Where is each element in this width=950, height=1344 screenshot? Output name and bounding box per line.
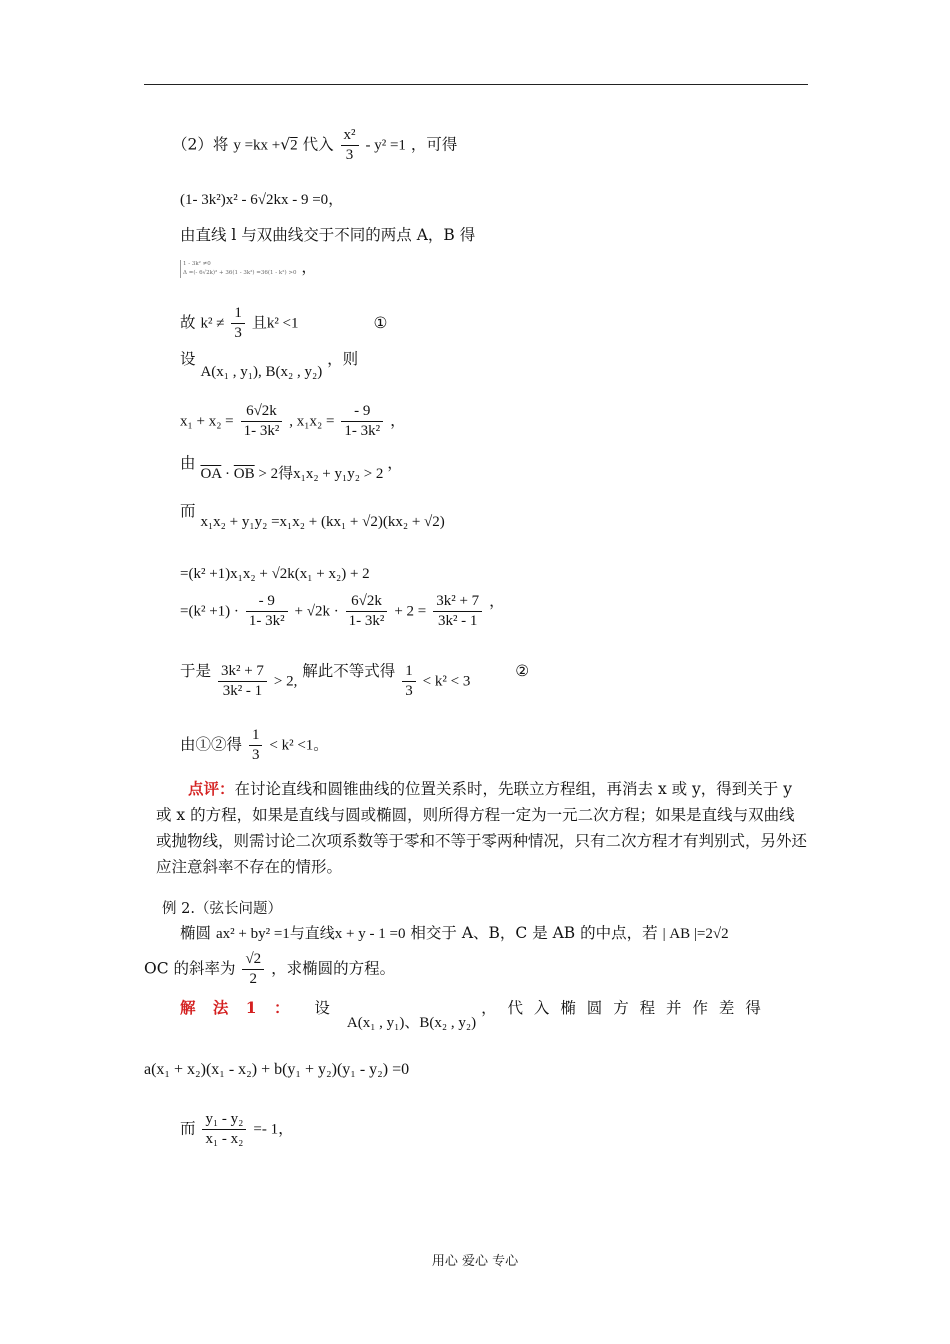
text-substitute: （2）将 xyxy=(172,135,229,154)
text-into: 代入 xyxy=(302,135,334,154)
line-set-points: 设 A(x₁ , y₁), B(x₂ , y₂) ，则 xyxy=(180,350,359,380)
line-dot-product: 由 $\overline{OA} \cdot \overline{OB} > 2$得x₁x₂ + y₁y₂ > 2 ， xyxy=(180,454,403,482)
example-line-2: OC 的斜率为 $\frac{√2}{2}$ ，求椭圆的方程。 xyxy=(144,951,396,987)
line-simplify-2: =(k² +1) · $\frac{- 9}{\text{1- 3k²}}$ + √2k · $\frac{6√2k}{\text{1- 3k²}}$ + 2 = $\frac{\text{3k² + 7}}{\text{3k² - 1}}$ ， xyxy=(180,592,505,629)
comment-paragraph xyxy=(156,776,810,880)
line-vieta: x₁ + x₂ = $\frac{6√2k}{\text{1- 3k²}}$ , x₁x₂ = $\frac{- 9}{\text{1- 3k²}}$ ， xyxy=(180,403,406,439)
solution-line-3: 而 $\frac{\text{y₁ - y₂}}{\text{x₁ - x₂}}$ =- 1， xyxy=(180,1111,294,1147)
header-rule xyxy=(144,84,808,85)
sqrt-two: 2 xyxy=(290,137,298,154)
example-title: 例 2.（弦长问题） xyxy=(162,901,282,917)
line-intersect: 由直线 l 与双曲线交于不同的两点 A，B 得 xyxy=(180,226,476,244)
mark-circle-2: ② xyxy=(515,662,530,680)
line-conclusion: 由①②得 $\frac{1}{3}$ < k² <1。 xyxy=(180,727,329,763)
line-condition-1: 故 k² ≠ $\frac{1}{3}$ 且k² <1 ① xyxy=(180,305,388,341)
text-result: ，可得 xyxy=(410,135,458,154)
line-quadratic: (1- 3k²)x² - 6√2kx - 9 =0， xyxy=(180,190,344,208)
vector-oa: $\overline{OA}$ xyxy=(200,466,222,482)
example-line-1: 椭圆 ax² + by² =1与直线x + y - 1 =0 相交于 A、B，C 是 AB 的中点，若 | AB |=2√2 xyxy=(180,924,729,942)
eq-quadratic: (1- 3k²)x² - 6√2kx - 9 =0 xyxy=(180,192,329,208)
page-footer: 用心 爱心 专心 xyxy=(431,1254,519,1269)
line-inequality: 于是 $\frac{\text{3k² + 7}}{\text{3k² - 1}}$ > 2, 解此不等式得 $\frac{1}{3}$ < k² < 3 ② xyxy=(180,662,530,699)
fraction-x2-over-3: $\frac{\text{x²}}{3}$ xyxy=(341,128,359,163)
fraction-product: $\frac{- 9}{\text{1- 3k²}}$ xyxy=(341,404,383,439)
system-row-1: 1 - 3k² ≠0 xyxy=(183,261,211,267)
vector-ob: $\overline{OB}$ xyxy=(233,466,255,482)
line-simplify-1: =(k² +1)x₁x₂ + √2k(x₁ + x₂) + 2 xyxy=(180,566,370,582)
system-row-2: Δ =(- 6√2k)² + 36(1 - 3k²) =36(1 - k²) >0 xyxy=(183,269,297,276)
eq-line: y =kx + xyxy=(233,137,281,154)
comment-text: 在讨论直线和圆锥曲线的位置关系时，先联立方程组，再消去 x 或 y，得到关于 y 或 x 的方程，如果是直线与圆或椭圆，则所得方程一定为一元二次方程；如果是直线与双曲线或抛物线，则需讨论二次项系数等于零和不等于零两种情况，只有二次方程才有判别式，另外还应注意斜率不存在的情形。 xyxy=(156,780,808,876)
mark-circle-1: ① xyxy=(373,313,388,332)
solution-label: 解 法 1 ： xyxy=(180,998,296,1017)
eq-hyperbola: - y² =1 xyxy=(365,137,406,154)
line-system: 1 - 3k² ≠0 Δ =(- 6√2k)² + 36(1 - 3k²) =36(1 - k²) >0 ， xyxy=(180,260,317,278)
fraction-sum: $\frac{6√2k}{\text{1- 3k²}}$ xyxy=(241,404,283,439)
solution-line-1: 解 法 1 ： 设 A(x₁ , y₁)、B(x₂ , y₂) ， 代 入 椭 圆 方 程 并 作 差 得 xyxy=(180,998,764,1031)
line-expand: 而 x₁x₂ + y₁y₂ =x₁x₂ + (kx₁ + √2)(kx₂ + √2) xyxy=(180,502,445,530)
line-substitute: （2）将 y =kx +√2 代入 $\frac{\text{x²}}{3}$ - y² =1 ，可得 xyxy=(172,127,458,163)
fraction-one-third: $\frac{1}{3}$ xyxy=(231,306,245,341)
comment-label: 点评： xyxy=(188,779,235,798)
solution-line-2: a(x₁ + x₂)(x₁ - x₂) + b(y₁ + y₂)(y₁ - y₂) =0 xyxy=(144,1061,410,1078)
